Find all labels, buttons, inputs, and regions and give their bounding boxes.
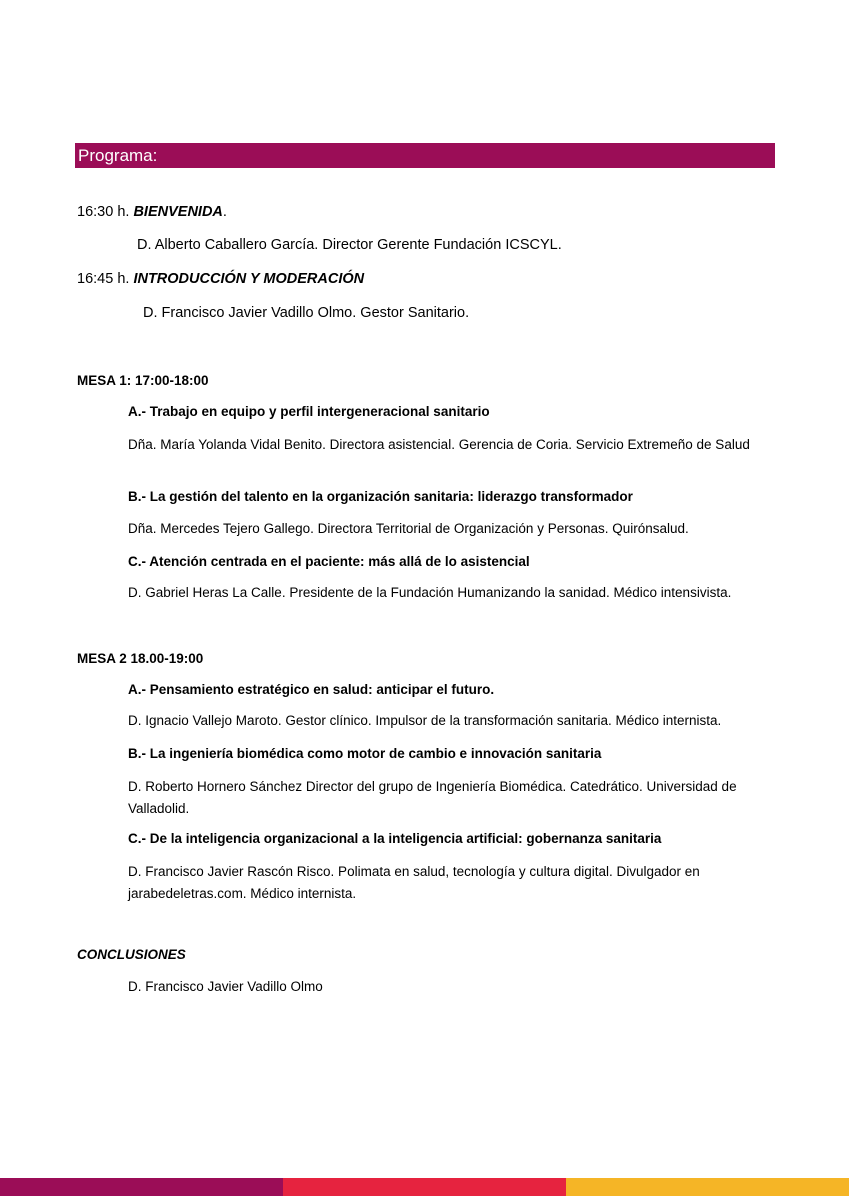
mesa2-title: MESA 2 18.00-19:00 <box>77 651 204 666</box>
welcome-suffix: . <box>222 204 227 220</box>
mesa1-talk-c-speaker: D. Gabriel Heras La Calle. Presidente de la Fundación Humanizando la sanidad. Médico intensivista. <box>128 585 732 600</box>
intro-speaker: D. Francisco Javier Vadillo Olmo. Gestor Sanitario. <box>143 305 470 321</box>
mesa1-talk-b-title: B.- La gestión del talento en la organización sanitaria: liderazgo transformador <box>128 489 633 504</box>
mesa2-talk-a-title: A.- Pensamiento estratégico en salud: anticipar el futuro. <box>128 682 495 697</box>
mesa2-talk-b-title: B.- La ingeniería biomédica como motor de cambio e innovación sanitaria <box>128 746 602 761</box>
footer-stripe-purple <box>0 1178 283 1196</box>
mesa2-talk-c-title: C.- De la inteligencia organizacional a la inteligencia artificial: gobernanza sanitaria <box>128 831 662 846</box>
footer-stripe-yellow <box>566 1178 849 1196</box>
mesa1-talk-b-speaker: Dña. Mercedes Tejero Gallego. Directora Territorial de Organización y Personas. Quirónsalud. <box>128 521 689 536</box>
footer-stripe-red <box>283 1178 566 1196</box>
intro-title: INTRODUCCIÓN Y MODERACIÓN <box>133 271 365 287</box>
mesa1-talk-a-title: A.- Trabajo en equipo y perfil intergeneracional sanitario <box>128 404 490 419</box>
intro-time: 16:45 h. <box>77 271 130 287</box>
welcome-speaker: D. Alberto Caballero García. Director Gerente Fundación ICSCYL. <box>137 237 562 253</box>
intro-line <box>77 271 364 287</box>
conclusiones-speaker: D. Francisco Javier Vadillo Olmo <box>128 979 323 994</box>
program-heading: Programa: <box>78 146 158 165</box>
conclusiones-title: CONCLUSIONES <box>77 947 186 962</box>
mesa1-title: MESA 1: 17:00-18:00 <box>77 373 209 388</box>
program-heading-banner <box>75 143 775 168</box>
mesa2-talk-b-speaker: D. Roberto Hornero Sánchez Director del grupo de Ingeniería Biomédica. Catedrático. Universidad de Valladolid. <box>128 779 737 816</box>
mesa2-talk-a-speaker: D. Ignacio Vallejo Maroto. Gestor clínico. Impulsor de la transformación sanitaria. Médico internista. <box>128 713 722 728</box>
mesa1-talk-a-speaker: Dña. María Yolanda Vidal Benito. Directora asistencial. Gerencia de Coria. Servicio Extremeño de Salud <box>128 437 750 452</box>
welcome-line <box>77 204 227 220</box>
mesa1-talk-c-title: C.- Atención centrada en el paciente: más allá de lo asistencial <box>128 554 530 569</box>
footer-color-bar <box>0 1178 849 1196</box>
welcome-title: BIENVENIDA <box>133 204 223 220</box>
mesa2-talk-c-speaker: D. Francisco Javier Rascón Risco. Polimata en salud, tecnología y cultura digital. Divulgador en jarabedeletras.com. Médico internista. <box>128 864 700 901</box>
welcome-time: 16:30 h. <box>77 204 130 220</box>
